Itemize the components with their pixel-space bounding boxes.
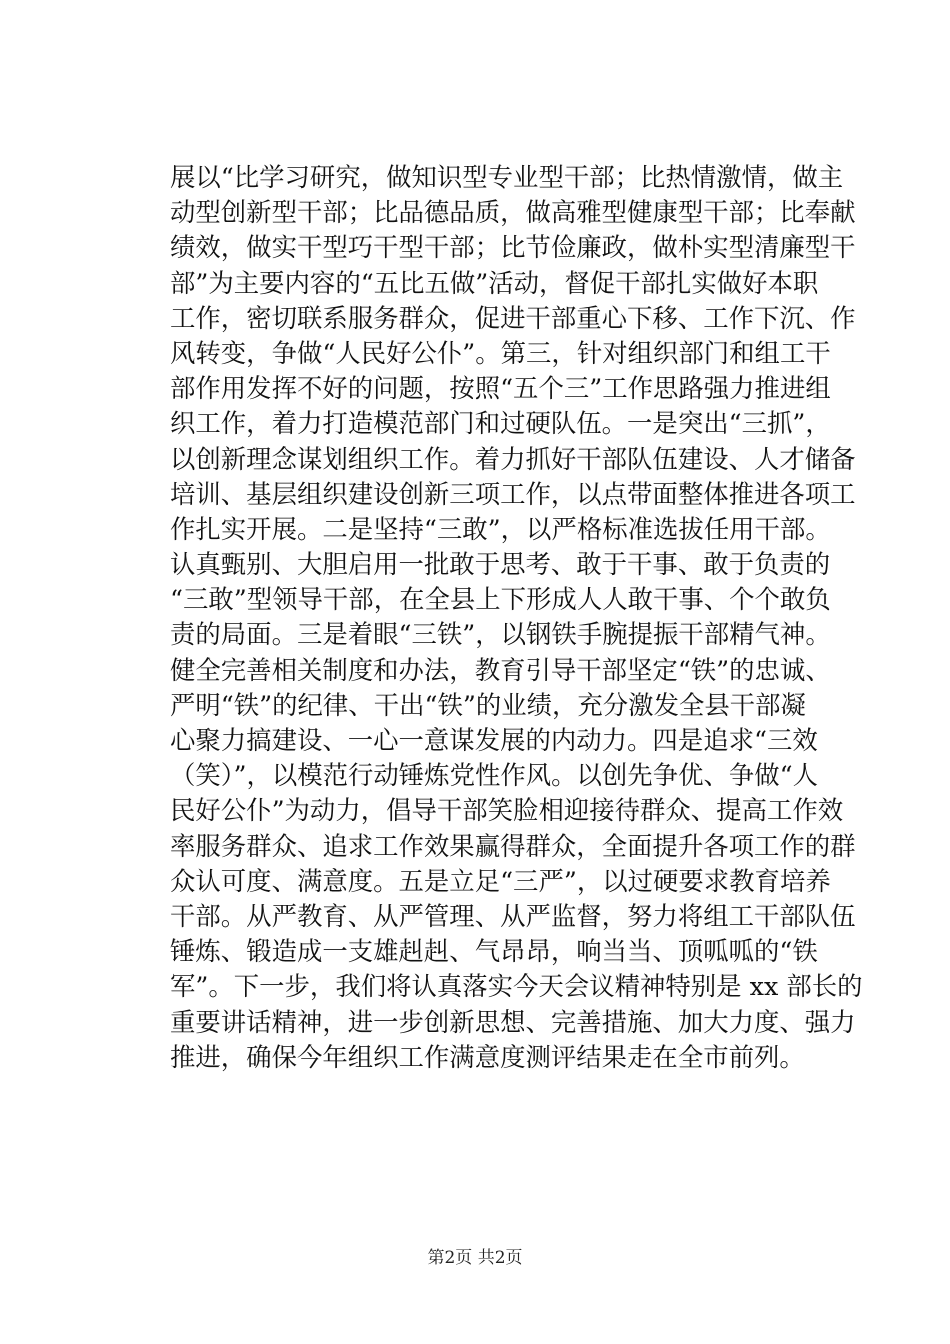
text-line: 绩效，做实干型巧干型干部；比节俭廉政，做朴实型清廉型干 (170, 232, 856, 263)
text-line: 工作，密切联系服务群众，促进干部重心下移、工作下沉、作 (170, 302, 856, 333)
text-line: 民好公仆”为动力，倡导干部笑脸相迎接待群众、提高工作效 (170, 795, 844, 826)
text-line: 心聚力搞建设、一心一意谋发展的内动力。四是追求“三效 (170, 725, 818, 755)
text-line: 推进，确保今年组织工作满意度测评结果走在全市前列。 (170, 1041, 805, 1072)
text-line: 动型创新型干部；比品德品质，做高雅型健康型干部；比奉献 (170, 197, 856, 228)
text-line: 重要讲话精神，进一步创新思想、完善措施、加大力度、强力 (170, 1006, 856, 1037)
text-line: “三敢”型领导干部，在全县上下形成人人敢干事、个个敢负 (170, 584, 831, 615)
text-line: 干部。从严教育、从严管理、从严监督，努力将组工干部队伍 (170, 900, 856, 931)
text-line: 锤炼、锻造成一支雄赳赳、气昂昂，响当当、顶呱呱的“铁 (170, 936, 818, 967)
text-line: 部”为主要内容的“五比五做”活动，督促干部扎实做好本职 (170, 267, 819, 298)
text-line: 风转变，争做“人民好公仆”。第三，针对组织部门和组工干 (170, 337, 831, 368)
text-line: 军”。下一步，我们将认真落实今天会议精神特别是 xx 部长的 (170, 971, 863, 1002)
text-line: 织工作，着力打造模范部门和过硬队伍。一是突出“三抓”， (170, 408, 831, 439)
text-line: 认真甄别、大胆启用一批敢于思考、敢于干事、敢于负责的 (170, 549, 831, 580)
text-line: 严明“铁”的纪律、干出“铁”的业绩，充分激发全县干部凝 (170, 689, 806, 720)
text-line: 部作用发挥不好的问题，按照“五个三”工作思路强力推进组 (170, 373, 831, 404)
text-line: 以创新理念谋划组织工作。着力抓好干部队伍建设、人才储备 (170, 443, 856, 474)
text-line: 众认可度、满意度。五是立足“三严”，以过硬要求教育培养 (170, 865, 831, 896)
text-line: 率服务群众、追求工作效果赢得群众，全面提升各项工作的群 (170, 830, 856, 861)
body-paragraph (170, 160, 863, 1075)
text-line: 健全完善相关制度和办法，教育引导干部坚定“铁”的忠诚、 (170, 654, 831, 685)
page-number-footer: 第2页 共2页 (427, 1248, 523, 1268)
text-line: 责的局面。三是着眼“三铁”，以钢铁手腕提振干部精气神。 (170, 619, 831, 650)
text-line: （笑）”，以模范行动锤炼党性作风。以创先争优、争做“人 (170, 760, 819, 791)
text-line: 培训、基层组织建设创新三项工作，以点带面整体推进各项工 (170, 478, 856, 509)
text-line: 作扎实开展。二是坚持“三敢”，以严格标准选拔任用干部。 (170, 513, 831, 544)
text-line: 展以“比学习研究，做知识型专业型干部；比热情激情，做主 (170, 162, 844, 192)
